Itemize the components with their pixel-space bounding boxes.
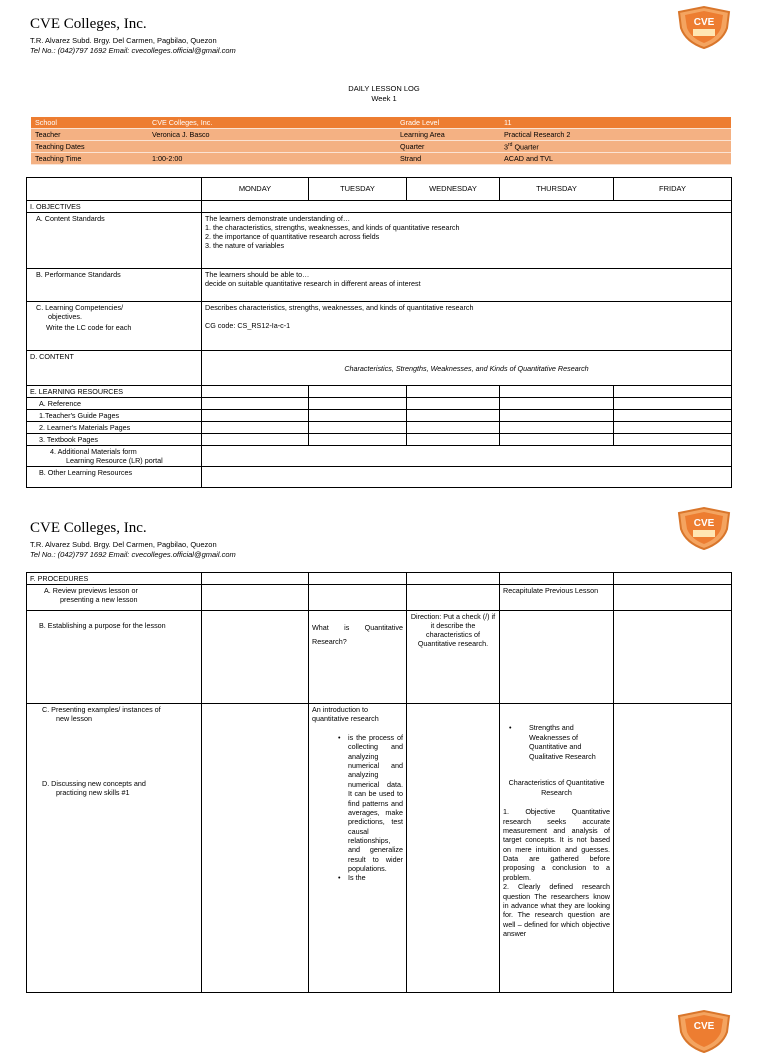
additional-materials-row xyxy=(27,446,732,467)
review-thursday: Recapitulate Previous Lesson xyxy=(500,585,614,611)
info-value: ACAD and TVL xyxy=(500,153,731,165)
tuesday-bullet: • Is the xyxy=(334,873,403,882)
content-line: The learners demonstrate understanding of… xyxy=(205,214,351,223)
competency-code: CG code: CS_RS12-Ia-c-1 xyxy=(205,321,291,330)
tuesday-intro: An introduction to quantitative research xyxy=(312,705,379,723)
quarter-sup: rd xyxy=(508,142,513,148)
performance-line: decide on suitable quantitative research in different areas of interest xyxy=(205,279,421,288)
quarter-word: Quarter xyxy=(512,142,539,152)
examples-label: new lesson xyxy=(56,714,92,723)
school-contact: Tel No.: (042)797 1692 Email: cvecolleges.official@gmail.com xyxy=(30,550,236,559)
info-row-teacher xyxy=(31,129,731,141)
doc-title: DAILY LESSON LOG xyxy=(348,84,420,93)
performance-standards-label: B. Performance Standards xyxy=(36,270,121,279)
doc-week: Week 1 xyxy=(371,94,397,103)
resources-heading: E. LEARNING RESOURCES xyxy=(27,386,202,398)
discussion-row xyxy=(27,704,732,993)
discuss-label: D. Discussing new concepts and xyxy=(42,779,146,788)
school-name: CVE Colleges, Inc. xyxy=(30,520,147,536)
info-label: Teaching Time xyxy=(31,153,148,165)
content-standards-text xyxy=(202,213,732,269)
procedures-heading-row xyxy=(27,573,732,585)
review-row xyxy=(27,585,732,611)
objectives-row xyxy=(27,201,732,213)
competencies-label: C. Learning Competencies/ xyxy=(36,303,124,312)
learner-materials-row xyxy=(27,422,732,434)
additional-label: 4. Additional Materials form xyxy=(50,447,137,456)
thursday-paragraph: 2. Clearly defined research question The researchers know in advance what they are looking for. The research question are well – defined for which objective answer xyxy=(503,882,610,938)
school-address: T.R. Alvarez Subd. Brgy. Del Carmen, Pagbilao, Quezon xyxy=(30,36,217,45)
procedures-heading: F. PROCEDURES xyxy=(27,573,202,585)
info-label: Teacher xyxy=(31,129,148,141)
info-value: CVE Colleges, Inc. xyxy=(148,117,396,129)
info-row-dates xyxy=(31,141,731,153)
tuesday-bullets xyxy=(312,733,403,882)
resources-heading-row xyxy=(27,386,732,398)
day-monday: MONDAY xyxy=(202,178,309,201)
lesson-log-table xyxy=(26,177,732,488)
page-header xyxy=(30,16,740,68)
competencies-label: Write the LC code for each xyxy=(46,323,132,332)
content-line: 3. the nature of variables xyxy=(205,241,285,250)
info-label: School xyxy=(31,117,148,129)
day-header-row xyxy=(27,178,732,201)
day-wednesday: WEDNESDAY xyxy=(407,178,500,201)
school-contact: Tel No.: (042)797 1692 Email: cvecolleges.official@gmail.com xyxy=(30,46,236,55)
reference-label: A. Reference xyxy=(27,398,202,410)
info-label: Teaching Dates xyxy=(31,141,148,153)
purpose-wednesday: Direction: Put a check (/) if it describe the characteristics of Quantitative research. xyxy=(407,611,500,704)
content-standards-row xyxy=(27,213,732,269)
discuss-label: practicing new skills #1 xyxy=(56,788,130,797)
school-logo xyxy=(676,507,732,551)
page-header-2 xyxy=(30,520,740,572)
content-label: D. CONTENT xyxy=(27,351,202,386)
thursday-bullet: • Strengths and Weaknesses of Quantitative and Qualitative Research xyxy=(505,723,610,762)
info-label: Quarter xyxy=(396,141,500,153)
thursday-heading: Characteristics of Quantitative Research xyxy=(508,777,605,797)
competency-text: Describes characteristics, strengths, weaknesses, and kinds of quantitative research xyxy=(205,303,474,312)
purpose-tuesday: What is Quantitative Research? xyxy=(309,611,407,704)
review-label: A. Review previews lesson or xyxy=(44,586,138,595)
info-value: 1:00-2:00 xyxy=(148,153,396,165)
competencies-row xyxy=(27,302,732,351)
content-row xyxy=(27,351,732,386)
day-friday: FRIDAY xyxy=(614,178,732,201)
performance-line: The learners should be able to… xyxy=(205,270,310,279)
quarter-num: 3 xyxy=(504,142,508,152)
purpose-label: B. Establishing a purpose for the lesson xyxy=(27,611,202,704)
thursday-paragraph: 1. Objective Quantitative research seeks accurate measurement and analysis of target concepts. It is not based on mere intuition and guesses. Data are gathered before proposing a conclusion to a problem. xyxy=(503,807,610,882)
learner-materials-label: 2. Learner's Materials Pages xyxy=(27,422,202,434)
performance-standards-row xyxy=(27,269,732,302)
day-thursday: THURSDAY xyxy=(500,178,614,201)
textbook-label: 3. Textbook Pages xyxy=(27,434,202,446)
content-line: 1. the characteristics, strengths, weaknesses, and kinds of quantitative research xyxy=(205,223,460,232)
school-logo xyxy=(676,1010,732,1054)
content-text: Characteristics, Strengths, Weaknesses, and Kinds of Quantitative Research xyxy=(202,351,732,386)
procedures-table xyxy=(26,572,732,993)
additional-label: Learning Resource (LR) portal xyxy=(66,456,163,465)
competencies-label: objectives. xyxy=(48,312,82,321)
info-label: Grade Level xyxy=(396,117,500,129)
school-name: CVE Colleges, Inc. xyxy=(30,16,147,32)
info-value xyxy=(148,141,396,153)
teacher-guide-row xyxy=(27,410,732,422)
info-value: Veronica J. Basco xyxy=(148,129,396,141)
teacher-guide-label: 1.Teacher's Guide Pages xyxy=(27,410,202,422)
info-value xyxy=(500,141,731,153)
review-label: presenting a new lesson xyxy=(60,595,138,604)
logo-text: CVE xyxy=(693,1021,715,1032)
examples-label: C. Presenting examples/ instances of xyxy=(42,705,161,714)
objectives-heading: I. OBJECTIVES xyxy=(27,201,202,213)
info-row-time xyxy=(31,153,731,165)
thursday-bullets xyxy=(503,723,610,762)
reference-row xyxy=(27,398,732,410)
textbook-row xyxy=(27,434,732,446)
info-label: Learning Area xyxy=(396,129,500,141)
other-resources-label: B. Other Learning Resources xyxy=(27,467,202,488)
school-address: T.R. Alvarez Subd. Brgy. Del Carmen, Pagbilao, Quezon xyxy=(30,540,217,549)
content-standards-label: A. Content Standards xyxy=(36,214,105,223)
info-label: Strand xyxy=(396,153,500,165)
day-tuesday: TUESDAY xyxy=(309,178,407,201)
info-value: Practical Research 2 xyxy=(500,129,731,141)
school-logo xyxy=(676,6,732,50)
info-value: 11 xyxy=(500,117,731,129)
logo-text: CVE xyxy=(693,518,715,529)
logo-text: CVE xyxy=(693,17,715,28)
purpose-row xyxy=(27,611,732,704)
info-row-school xyxy=(31,117,731,129)
content-line: 2. the importance of quantitative research across fields xyxy=(205,232,380,241)
tuesday-bullet: • is the process of collecting and analyzing numerical and analyzing numerical data. It can be used to find patterns and averages, make predictions, test causal relationships, and generalize result to wider populations. xyxy=(334,733,403,873)
lesson-info-table xyxy=(31,117,731,165)
other-resources-row xyxy=(27,467,732,488)
